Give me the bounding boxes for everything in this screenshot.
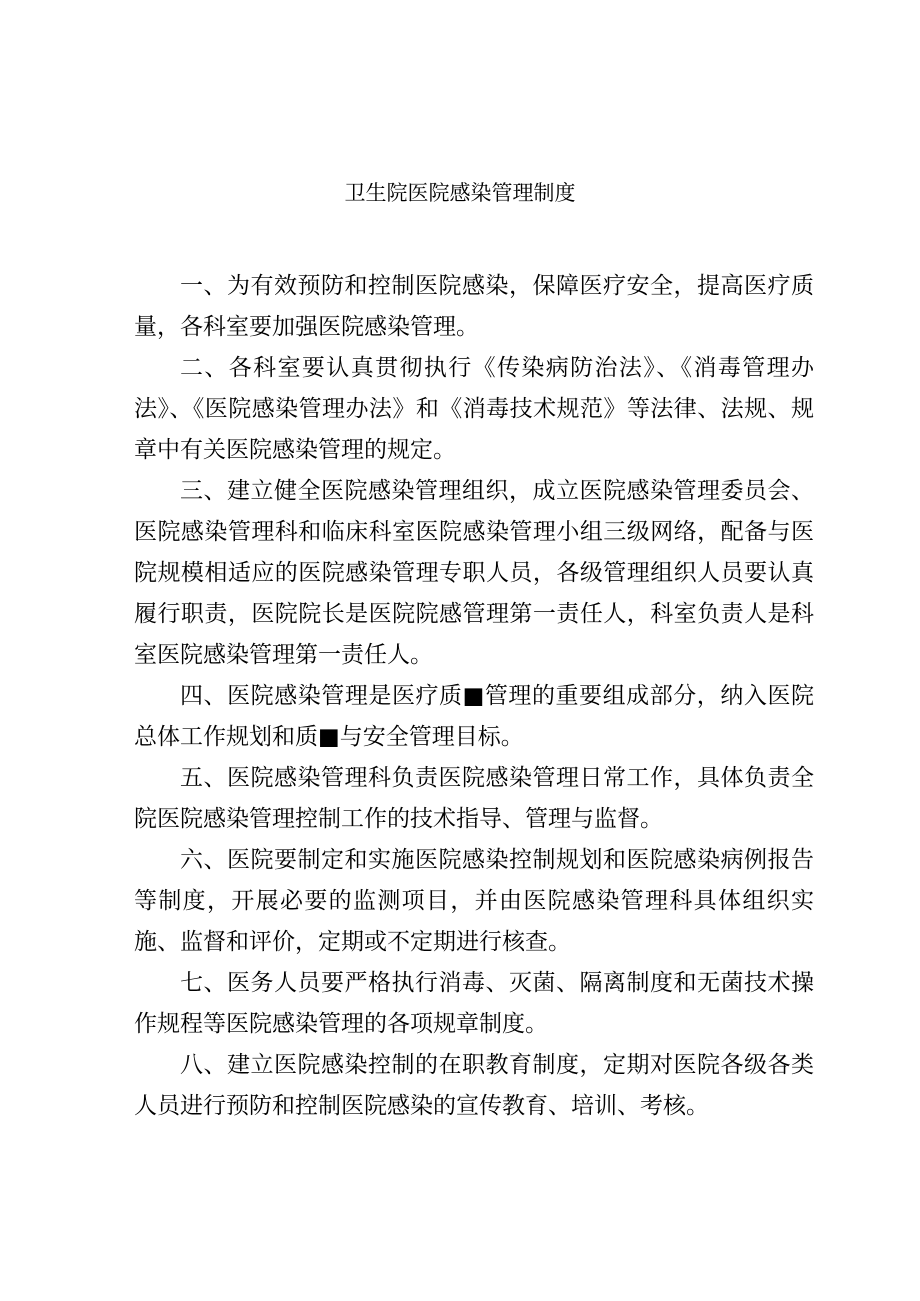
document-title: 卫生院医院感染管理制度 bbox=[344, 181, 576, 205]
paragraph-1: 一、为有效预防和控制医院感染，保障医疗安全，提高医疗质量，各科室要加强医院感染管理。 bbox=[134, 273, 814, 340]
document-body bbox=[134, 266, 814, 1127]
paragraph-2: 二、各科室要认真贯彻执行《传染病防治法》、《消毒管理办法》、《医院感染管理办法》和《消毒技术规范》等法律、法规、规章中有关医院感染管理的规定。 bbox=[134, 355, 814, 463]
paragraph-4: 四、医院感染管理是医疗质■管理的重要组成部分，纳入医院总体工作规划和质■与安全管理目标。 bbox=[134, 683, 814, 750]
paragraph-8: 八、建立医院感染控制的在职教育制度，定期对医院各级各类人员进行预防和控制医院感染的宣传教育、培训、考核。 bbox=[134, 1052, 814, 1119]
paragraph-7: 七、医务人员要严格执行消毒、灭菌、隔离制度和无菌技术操作规程等医院感染管理的各项规章制度。 bbox=[134, 970, 814, 1037]
paragraph-6: 六、医院要制定和实施医院感染控制规划和医院感染病例报告等制度，开展必要的监测项目，并由医院感染管理科具体组织实施、监督和评价，定期或不定期进行核查。 bbox=[134, 847, 814, 955]
paragraph-3: 三、建立健全医院感染管理组织，成立医院感染管理委员会、医院感染管理科和临床科室医院感染管理小组三级网络，配备与医院规模相适应的医院感染管理专职人员，各级管理组织人员要认真履行职责，医院院长是医院院感管理第一责任人，科室负责人是科室医院感染管理第一责任人。 bbox=[134, 478, 814, 668]
paragraph-5: 五、医院感染管理科负责医院感染管理日常工作，具体负责全院医院感染管理控制工作的技术指导、管理与监督。 bbox=[134, 765, 814, 832]
